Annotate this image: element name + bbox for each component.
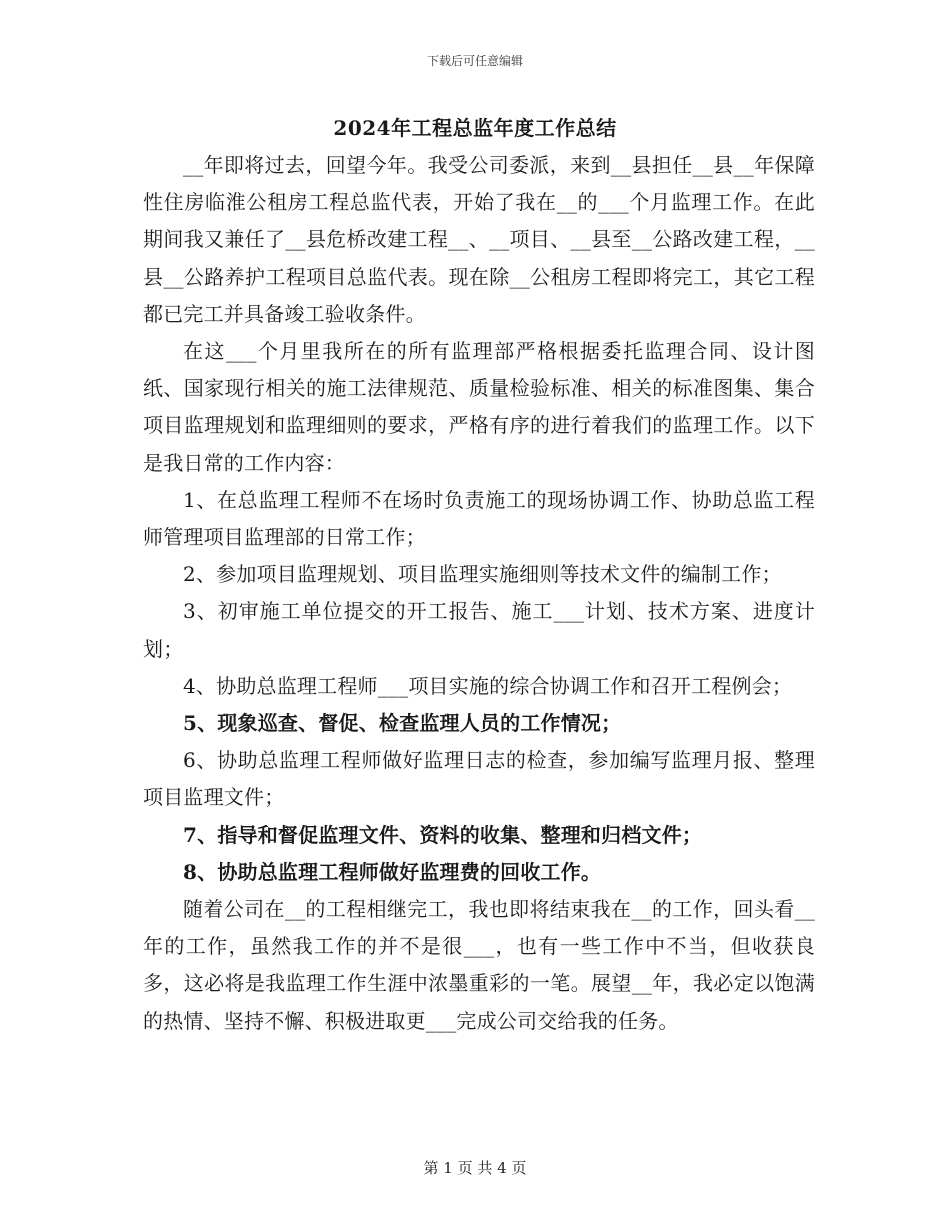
- document-title: 2024年工程总监年度工作总结: [333, 116, 617, 140]
- paragraph-conclusion: 随着公司在__的工程相继完工，我也即将结束我在__的工作，回头看__年的工作，虽然我工作的并不是很___，也有一些工作中不当，但收获良多，这必将是我监理工作生涯中浓墨重彩的一笔。展望__年，我必定以饱满的热情、坚持不懈、积极进取更___完成公司交给我的任务。: [143, 897, 815, 1033]
- document-body: [143, 147, 815, 1040]
- paragraph-overview: 在这___个月里我所在的所有监理部严格根据委托监理合同、设计图纸、国家现行相关的施工法律规范、质量检验标准、相关的标准图集、集合项目监理规划和监理细则的要求，严格有序的进行着我们的监理工作。以下是我日常的工作内容：: [143, 339, 815, 475]
- list-item-duty-1: 1、在总监理工程师不在场时负责施工的现场协调工作、协助总监工程师管理项目监理部的日常工作；: [143, 487, 815, 550]
- list-item-duty-3: 3、初审施工单位提交的开工报告、施工___计划、技术方案、进度计划；: [143, 599, 815, 661]
- list-item-duty-4: 4、协助总监理工程师___项目实施的综合协调工作和召开工程例会；: [183, 673, 793, 698]
- paragraph-intro: __年即将过去，回望今年。我受公司委派，来到__县担任__县__年保障性住房临淮公租房工程总监代表，开始了我在__的___个月监理工作。在此期间我又兼任了__县危桥改建工程__、__项目、__县至__公路改建工程，__县__公路养护工程项目总监代表。现在除__公租房工程即将完工，其它工程都已完工并具备竣工验收条件。: [143, 153, 815, 326]
- list-item-duty-2: 2、参加项目监理规划、项目监理实施细则等技术文件的编制工作；: [183, 562, 782, 587]
- list-item-duty-8: 8、协助总监理工程师做好监理费的回收工作。: [183, 859, 602, 884]
- list-item-duty-7: 7、指导和督促监理文件、资料的收集、整理和归档文件；: [183, 822, 703, 847]
- list-item-duty-6: 6、协助总监理工程师做好监理日志的检查，参加编写监理月报、整理项目监理文件；: [143, 748, 815, 810]
- list-item-duty-5: 5、现象巡查、督促、检查监理人员的工作情况；: [183, 711, 622, 736]
- page-header-note: 下载后可任意编辑: [426, 54, 523, 68]
- page-number: 第 1 页 共 4 页: [423, 1159, 527, 1177]
